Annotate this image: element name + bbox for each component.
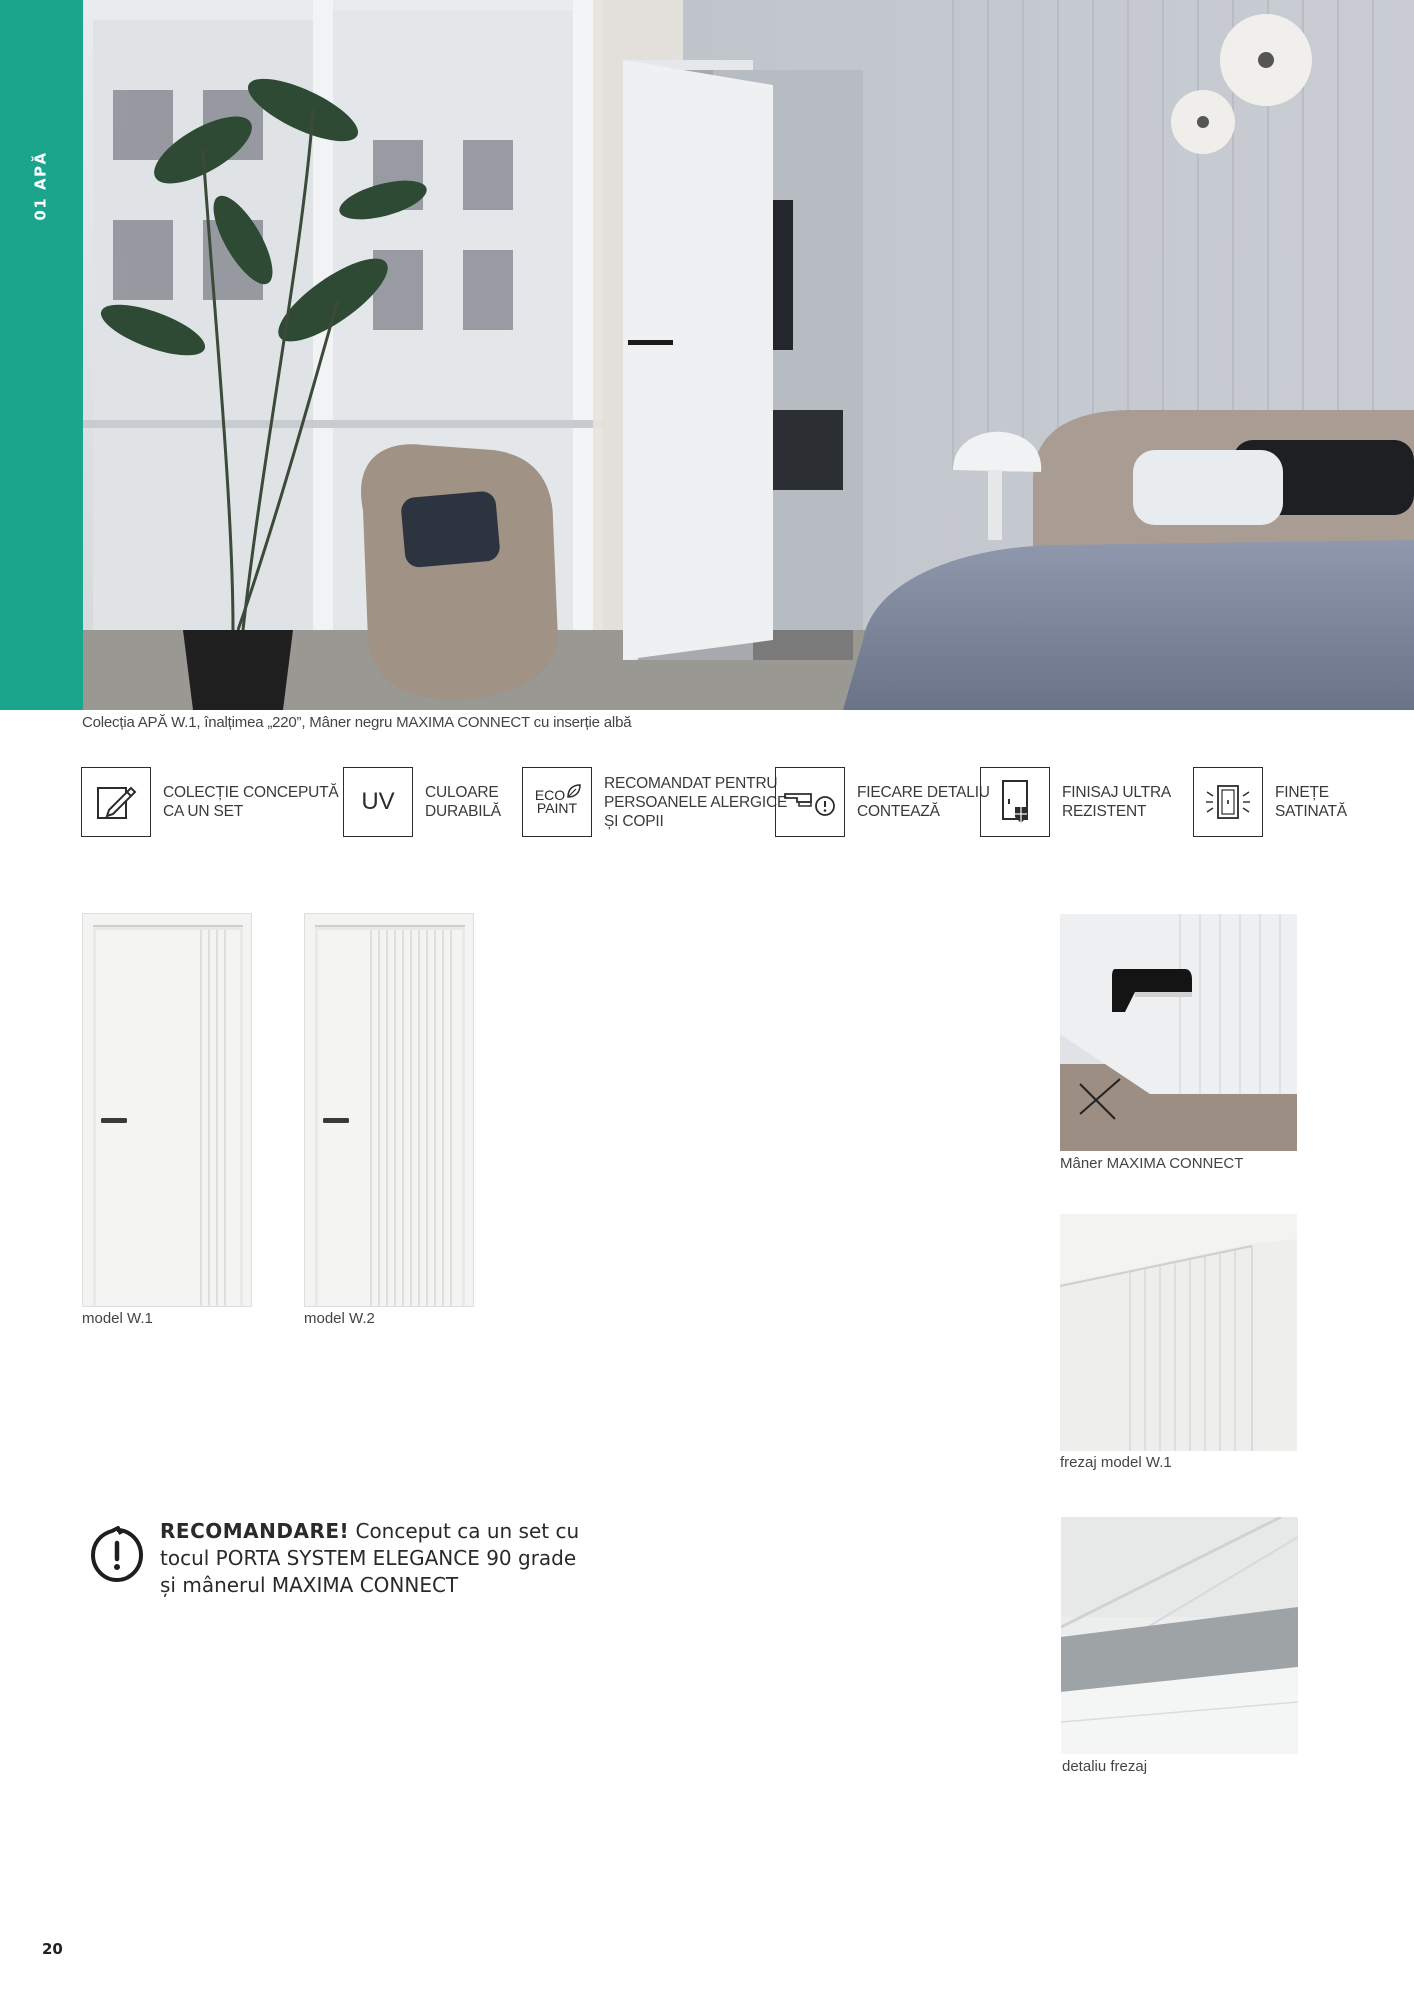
- feature-line: COLECȚIE CONCEPUTĂ: [163, 784, 339, 801]
- door-shine-icon: [1193, 767, 1263, 837]
- hero-photo: [83, 0, 1414, 710]
- feature-line: SATINATĂ: [1275, 803, 1347, 820]
- door-shield-icon: [980, 767, 1050, 837]
- groove-detail-photo: [1061, 1517, 1298, 1754]
- feature-line: FIECARE DETALIU: [857, 784, 990, 801]
- feature-detail: [775, 766, 990, 838]
- recommendation-title: RECOMANDARE!: [160, 1519, 350, 1543]
- feature-line: RECOMANDAT PENTRU: [604, 774, 778, 792]
- eco-paint-icon: ECO PAINT: [522, 767, 592, 837]
- detail-label: Mâner MAXIMA CONNECT: [1060, 1155, 1244, 1172]
- grooves-photo: [1060, 1214, 1297, 1451]
- door-w1-photo: [82, 913, 252, 1307]
- feature-satin: [1193, 766, 1347, 838]
- pencil-icon: [81, 767, 151, 837]
- door-label: model W.1: [82, 1310, 153, 1327]
- feature-line: FINISAJ ULTRA: [1062, 784, 1172, 801]
- feature-set: [81, 766, 339, 838]
- feature-line: CONTEAZĂ: [857, 803, 940, 820]
- feature-line: CULOARE: [425, 784, 499, 801]
- feature-line: DURABILĂ: [425, 803, 501, 820]
- feature-finish: [980, 766, 1171, 838]
- recommendation-line: tocul PORTA SYSTEM ELEGANCE 90 grade: [160, 1546, 577, 1570]
- feature-line: PERSOANELE ALERGICE: [604, 793, 788, 811]
- uv-icon: UV: [343, 767, 413, 837]
- feature-uv: [343, 766, 501, 838]
- feature-line: CA UN SET: [163, 803, 244, 820]
- recommendation-line: și mânerul MAXIMA CONNECT: [160, 1573, 459, 1597]
- detail-label: detaliu frezaj: [1062, 1758, 1148, 1775]
- door-w2-photo: [304, 913, 474, 1307]
- page-number: 20: [42, 1940, 63, 1958]
- exclamation-bubble-icon: [88, 1526, 146, 1584]
- feature-line: FINEȚE: [1275, 784, 1329, 801]
- door-label: model W.2: [304, 1310, 375, 1327]
- detail-label: frezaj model W.1: [1060, 1454, 1172, 1471]
- feature-line: REZISTENT: [1062, 803, 1147, 820]
- feature-line: ȘI COPII: [604, 812, 664, 830]
- bedroom-photo: [83, 0, 1414, 710]
- section-tab-label: 01 APĂ: [32, 151, 50, 221]
- recommendation-line: Conceput ca un set cu: [349, 1519, 580, 1543]
- section-tab: [0, 0, 83, 710]
- handle-photo: [1060, 914, 1297, 1151]
- hero-caption: Colecția APĂ W.1, înalțimea „220”, Mâner negru MAXIMA CONNECT cu inserție albă: [82, 714, 632, 731]
- handle-warning-icon: [775, 767, 845, 837]
- feature-eco-paint: [522, 766, 787, 838]
